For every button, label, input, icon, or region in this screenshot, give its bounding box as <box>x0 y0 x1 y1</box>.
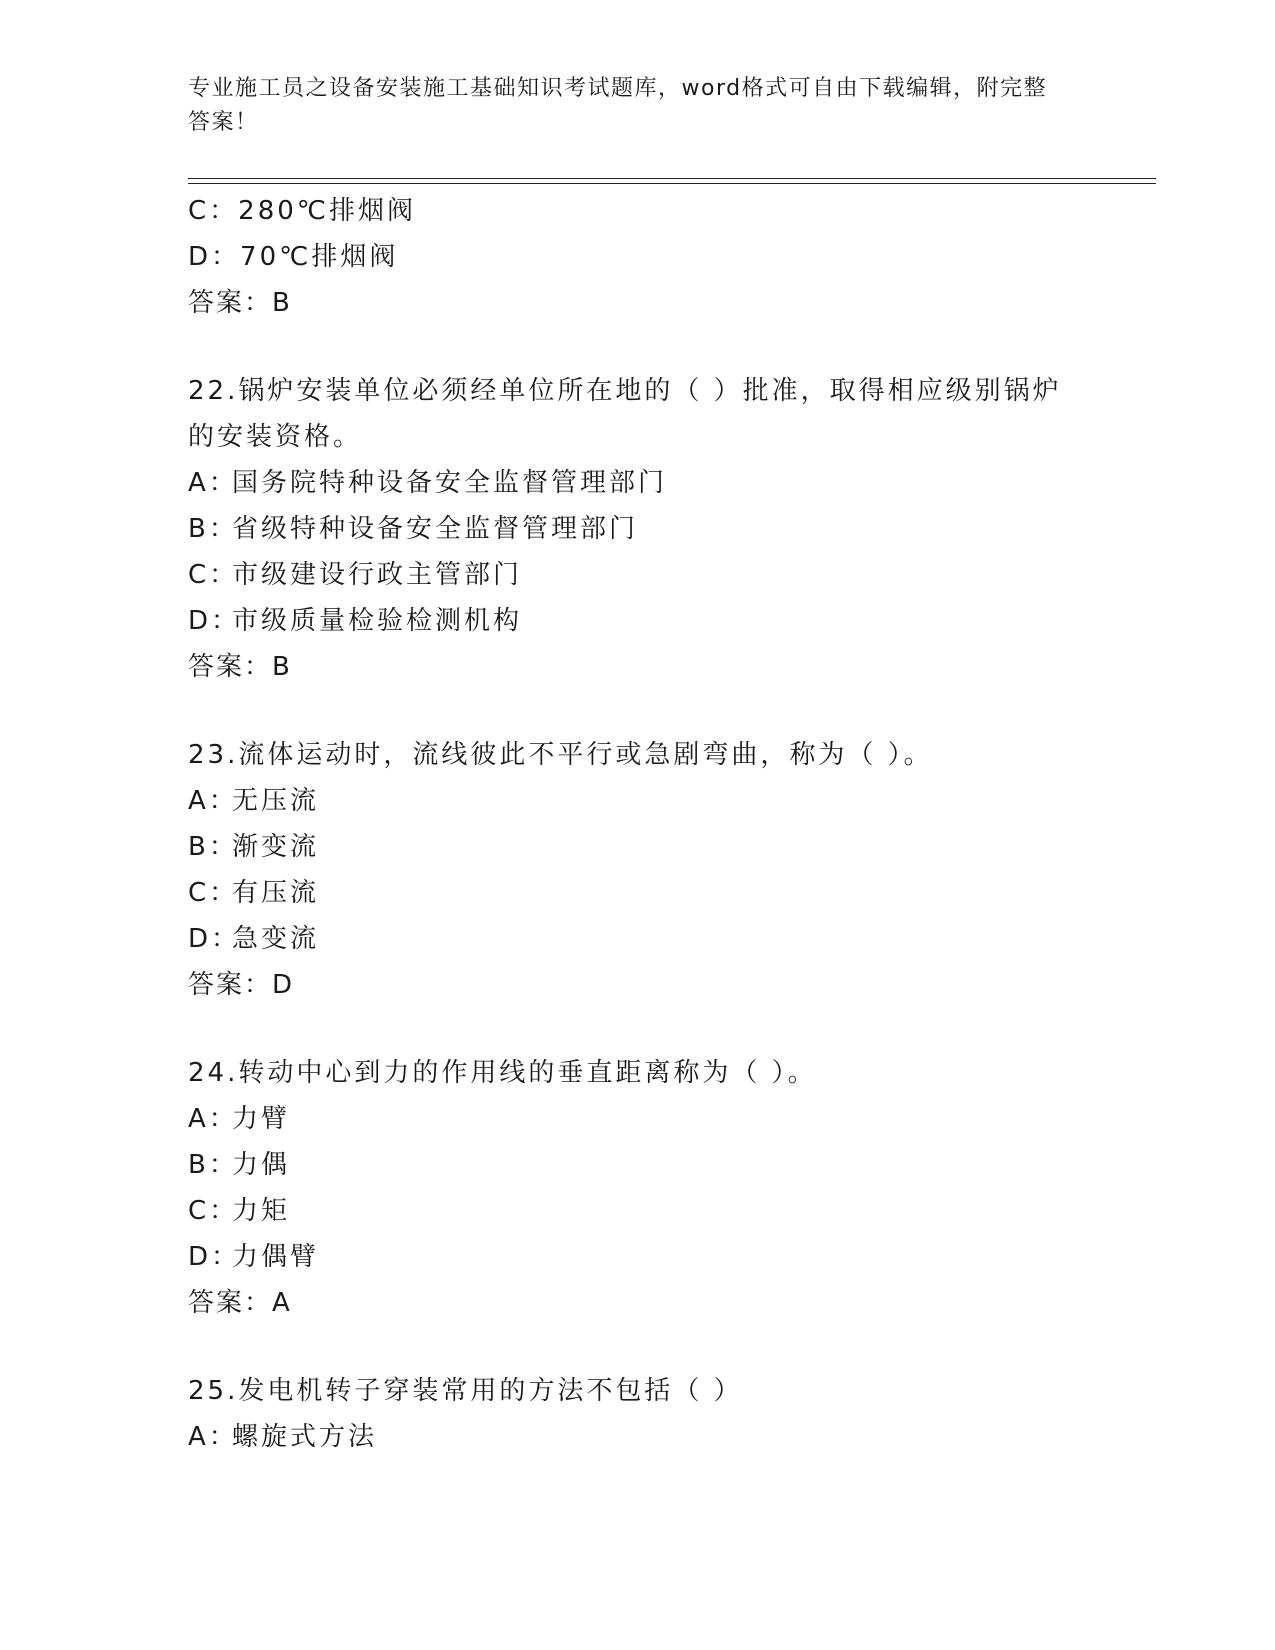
answer-line: 答案：D <box>188 970 295 1000</box>
option-text: 无压流 <box>232 786 320 816</box>
document-header: 专业施工员之设备安装施工基础知识考试题库，word格式可自由下载编辑，附完整答案！ <box>188 76 1048 135</box>
option-text: 力偶臂 <box>232 1242 320 1272</box>
option-label: C： <box>188 196 239 226</box>
option-a <box>188 1096 1088 1142</box>
option-c <box>188 552 1088 598</box>
spacer <box>188 1008 1088 1050</box>
option-label: C： <box>188 560 239 590</box>
option-label: A： <box>188 1104 238 1134</box>
option-label: B： <box>188 514 238 544</box>
option-label: D： <box>188 606 241 636</box>
option-text: 70℃排烟阀 <box>240 242 399 272</box>
option-text: 力矩 <box>232 1196 291 1226</box>
option-label: C： <box>188 1196 239 1226</box>
option-text: 省级特种设备安全监督管理部门 <box>232 514 639 544</box>
option-a <box>188 460 1088 506</box>
carryover-block <box>188 188 1088 326</box>
option-d <box>188 1234 1088 1280</box>
option-d <box>188 598 1088 644</box>
option-text: 渐变流 <box>232 832 320 862</box>
question-23 <box>188 732 1088 1008</box>
answer-line: 答案：B <box>188 288 292 318</box>
question-list <box>188 188 1088 1460</box>
spacer <box>188 690 1088 732</box>
question-25 <box>188 1368 1088 1460</box>
option-b <box>188 506 1088 552</box>
option-text: 市级质量检验检测机构 <box>232 606 523 636</box>
option-text: 力偶 <box>232 1150 291 1180</box>
spacer <box>188 1326 1088 1368</box>
question-24 <box>188 1050 1088 1326</box>
header-rule-top <box>188 178 1156 179</box>
option-label: A： <box>188 786 238 816</box>
option-c <box>188 188 1088 234</box>
option-text: 有压流 <box>232 878 320 908</box>
option-d <box>188 916 1088 962</box>
question-stem: 25.发电机转子穿装常用的方法不包括（ ） <box>188 1376 743 1406</box>
question-stem: 23.流体运动时，流线彼此不平行或急剧弯曲，称为（ ）。 <box>188 740 933 770</box>
answer-line: 答案：B <box>188 652 292 682</box>
spacer <box>188 326 1088 368</box>
option-a <box>188 778 1088 824</box>
question-22 <box>188 368 1088 690</box>
option-d <box>188 234 1088 280</box>
option-b <box>188 1142 1088 1188</box>
option-text: 急变流 <box>232 924 320 954</box>
option-label: A： <box>188 468 238 498</box>
option-label: A： <box>188 1422 238 1452</box>
option-a <box>188 1414 1088 1460</box>
option-text: 280℃排烟阀 <box>238 196 416 226</box>
answer-line: 答案：A <box>188 1288 292 1318</box>
option-label: D： <box>188 242 241 272</box>
option-label: D： <box>188 1242 241 1272</box>
option-text: 螺旋式方法 <box>232 1422 378 1452</box>
option-label: B： <box>188 832 238 862</box>
option-text: 市级建设行政主管部门 <box>232 560 523 590</box>
question-stem: 22.锅炉安装单位必须经单位所在地的（ ）批准，取得相应级别锅炉的安装资格。 <box>188 376 1062 452</box>
question-stem: 24.转动中心到力的作用线的垂直距离称为（ ）。 <box>188 1058 817 1088</box>
option-c <box>188 1188 1088 1234</box>
option-label: C： <box>188 878 239 908</box>
option-label: B： <box>188 1150 238 1180</box>
option-text: 国务院特种设备安全监督管理部门 <box>232 468 668 498</box>
option-c <box>188 870 1088 916</box>
option-text: 力臂 <box>232 1104 291 1134</box>
option-b <box>188 824 1088 870</box>
header-rule-bottom <box>188 183 1156 184</box>
option-label: D： <box>188 924 241 954</box>
